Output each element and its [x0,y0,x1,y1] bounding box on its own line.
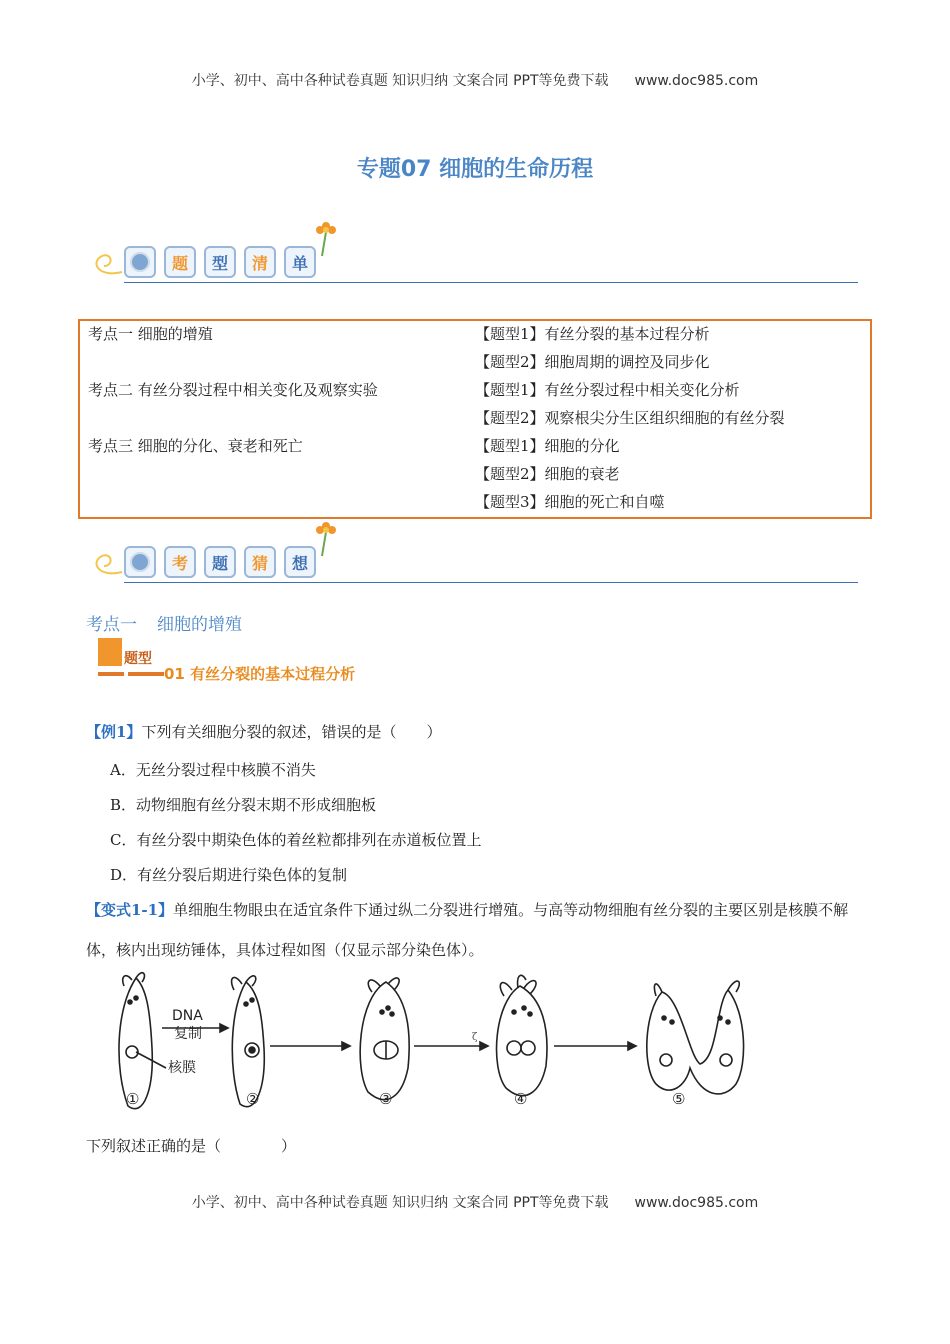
badge-char-4: 单 [284,246,316,278]
tixing-5: 【题型1】细胞的分化 [475,437,620,455]
footer-site: www.doc985.com [634,1195,759,1211]
badge-char-1: 考 [164,546,196,578]
kaodian-3: 考点三 细胞的分化、衰老和死亡 [88,437,303,455]
swirl-icon [88,232,128,282]
circle-icon [124,246,156,278]
badge-char-3: 清 [244,246,276,278]
badge-char-2: 题 [204,546,236,578]
header-text: 小学、初中、高中各种试卷真题 知识归纳 文案合同 PPT等免费下载 [191,73,609,89]
banner-question-types [88,218,858,288]
page-title: 专题07 细胞的生命历程 [356,157,594,182]
variant-paragraph [86,890,862,970]
example-stem: 下列有关细胞分裂的叙述，错误的是（ ） [141,723,442,741]
banner-rule [124,282,858,283]
figure-label-1: ① [126,1090,140,1108]
swirl-icon [88,532,128,582]
kaodian-2: 考点二 有丝分裂过程中相关变化及观察实验 [88,381,378,399]
tixing-7: 【题型3】细胞的死亡和自噬 [475,493,665,511]
circle-icon [124,546,156,578]
section-name: 细胞的增殖 [157,615,242,635]
banner-predictions [88,518,858,588]
option-a: A．无丝分裂过程中核膜不消失 [110,761,316,779]
badge-char-2: 型 [204,246,236,278]
header-site: www.doc985.com [634,73,759,89]
flower-icon [314,518,344,558]
badge-char-4: 想 [284,546,316,578]
figure-label-4: ④ [514,1090,528,1108]
banner-badges [124,546,316,578]
option-b: B．动物细胞有丝分裂末期不形成细胞板 [110,796,377,814]
badge-char-1: 题 [164,246,196,278]
tixing-2: 【题型2】细胞周期的调控及同步化 [475,353,710,371]
tixing-6: 【题型2】细胞的衰老 [475,465,620,483]
euglena-division-figure [96,968,756,1118]
footer-text: 小学、初中、高中各种试卷真题 知识归纳 文案合同 PPT等免费下载 [191,1195,609,1211]
banner-badges [124,246,316,278]
page-header [0,70,950,90]
figure-dna-label: DNA [172,1008,203,1024]
overview-box [78,319,872,519]
figure-label-3: ③ [379,1090,393,1108]
figure-label-5: ⑤ [672,1090,686,1108]
example-1 [86,722,441,742]
tixing-1: 【题型1】有丝分裂的基本过程分析 [475,325,710,343]
figure-mark: ζ [472,1032,478,1043]
page-footer [0,1192,950,1212]
banner-rule [124,582,858,583]
option-c: C．有丝分裂中期染色体的着丝粒都排列在赤道板位置上 [110,831,482,849]
variant-text: 单细胞生物眼虫在适宜条件下通过纵二分裂进行增殖。与高等动物细胞有丝分裂的主要区别是核膜不解体，核内出现纺锤体，具体过程如图（仅显示部分染色体）。 [86,901,849,959]
section-label: 考点一 [86,615,137,635]
tixing-4: 【题型2】观察根尖分生区组织细胞的有丝分裂 [475,409,785,427]
example-tag: 【例1】 [86,723,142,741]
variant-tag: 【变式1-1】 [86,901,174,919]
figure-label-2: ② [246,1090,260,1108]
question-type-label: 题型 [124,651,152,667]
question-line: 下列叙述正确的是（ ） [86,1137,297,1155]
flower-icon [314,218,344,258]
figure-membrane-label: 核膜 [168,1060,196,1076]
badge-char-3: 猜 [244,546,276,578]
tixing-3: 【题型1】有丝分裂过程中相关变化分析 [475,381,740,399]
question-type-title: 01 有丝分裂的基本过程分析 [164,665,356,683]
section-heading [86,610,242,635]
figure-copy-label: 复制 [174,1026,202,1042]
kaodian-1: 考点一 细胞的增殖 [88,325,213,343]
option-d: D．有丝分裂后期进行染色体的复制 [110,866,348,884]
